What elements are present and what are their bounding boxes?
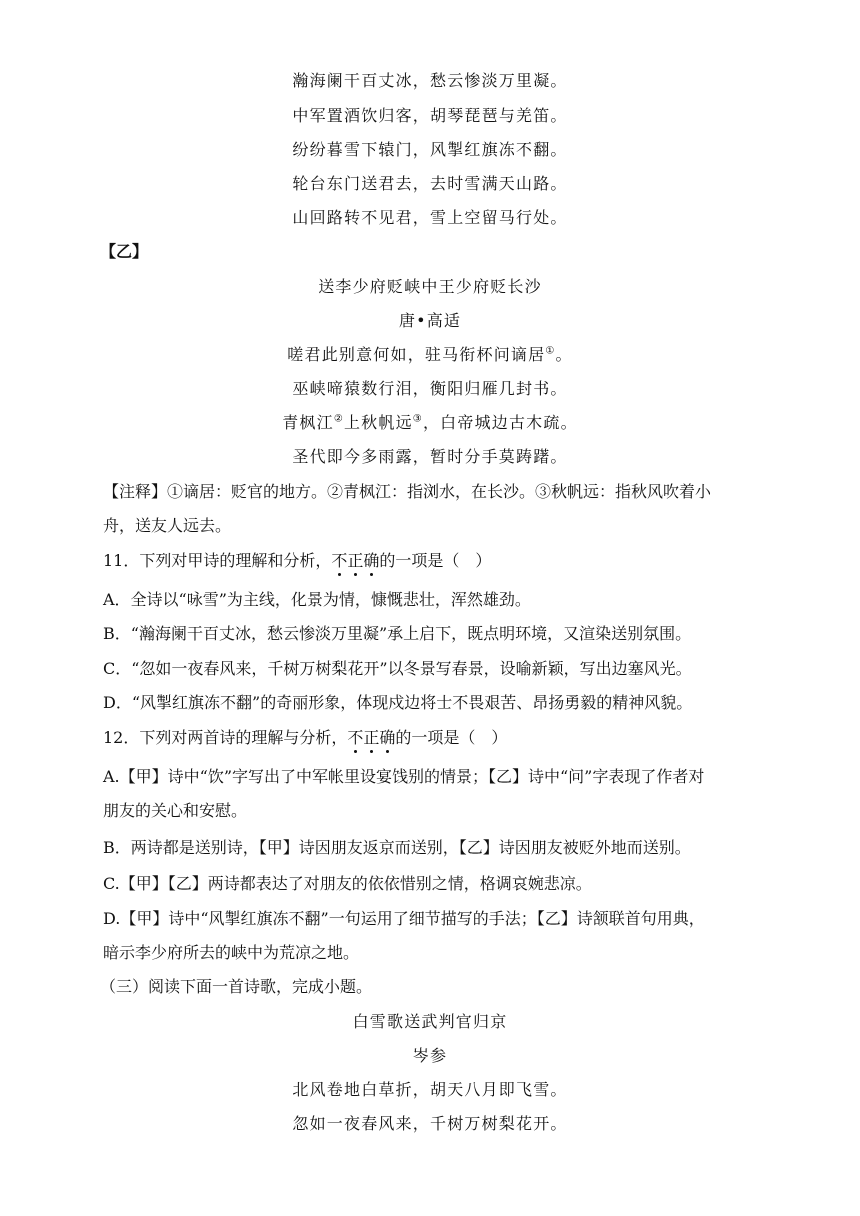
question-11-option-a: A．全诗以“咏雪”为主线，化景为情，慷慨悲壮，浑然雄劲。 — [103, 590, 531, 609]
poem-line: 轮台东门送君去，去时雪满天山路。 — [292, 174, 568, 193]
poem-line: 北风卷地白草折，胡天八月即飞雪。 — [292, 1080, 568, 1099]
section-label-yi: 【乙】 — [100, 242, 149, 261]
question-12-option-a: A.【甲】诗中“饮”字写出了中军帐里设宴饯别的情景；【乙】诗中“问”字表现了作者对 — [103, 767, 705, 786]
question-11-option-d: D．“风掣红旗冻不翻”的奇丽形象，体现戍边将士不畏艰苦、昂扬勇毅的精神风貌。 — [103, 693, 693, 712]
question-12-option-c: C.【甲】【乙】两诗都表达了对朋友的依依惜别之情，格调哀婉悲凉。 — [103, 874, 592, 893]
poem-line: 中军置酒饮归客，胡琴琵琶与羌笛。 — [292, 106, 568, 125]
poem-line: 纷纷暮雪下辕门，风掣红旗冻不翻。 — [292, 140, 568, 159]
notes-line: 舟，送友人远去。 — [103, 516, 232, 535]
poem-title: 白雪歌送武判官归京 — [352, 1012, 508, 1031]
question-12-option-d: D.【甲】诗中“风掣红旗冻不翻”一句运用了细节描写的手法；【乙】诗颔联首句用典， — [103, 909, 705, 928]
poem-line: 巫峡啼猿数行泪，衡阳归雁几封书。 — [292, 379, 568, 398]
poem-line: 圣代即今多雨露，暂时分手莫踌躇。 — [292, 447, 568, 466]
question-11-stem: 11．下列对甲诗的理解和分析，不正确的一项是（ ） — [103, 551, 492, 570]
section-heading: （三）阅读下面一首诗歌，完成小题。 — [100, 977, 373, 996]
poem-line: 忽如一夜春风来，千树万树梨花开。 — [292, 1114, 568, 1133]
question-11-option-c: C．“忽如一夜春风来，千树万树梨花开”以冬景写春景，设喻新颖，写出边塞风光。 — [103, 659, 692, 678]
poem-title: 送李少府贬峡中王少府贬长沙 — [318, 277, 542, 296]
poem-line: 青枫江②上秋帆远③，白帝城边古木疏。 — [282, 413, 578, 432]
emphasis-text: 不正确 — [347, 728, 396, 747]
poem-line: 瀚海阑干百丈冰，愁云惨淡万里凝。 — [292, 71, 568, 90]
question-12-option-a-cont: 朋友的关心和安慰。 — [103, 801, 248, 820]
poem-author: 唐•高适 — [398, 311, 462, 330]
question-12-option-b: B．两诗都是送别诗，【甲】诗因朋友返京而送别，【乙】诗因朋友被贬外地而送别。 — [103, 838, 691, 857]
poem-author: 岑参 — [412, 1046, 448, 1065]
question-12-stem: 12．下列对两首诗的理解与分析，不正确的一项是（ ） — [103, 728, 508, 747]
emphasis-text: 不正确 — [331, 551, 380, 570]
question-11-option-b: B．“瀚海阑干百丈冰，愁云惨淡万里凝”承上启下，既点明环境，又渲染送别氛围。 — [103, 624, 692, 643]
question-12-option-d-cont: 暗示李少府所去的峡中为荒凉之地。 — [103, 943, 360, 962]
poem-line: 嗟君此别意何如，驻马衔杯问谪居①。 — [287, 345, 573, 364]
notes-line: 【注释】①谪居：贬官的地方。②青枫江：指浏水，在长沙。③秋帆远：指秋风吹着小 — [103, 482, 712, 501]
poem-line: 山回路转不见君，雪上空留马行处。 — [292, 208, 568, 227]
